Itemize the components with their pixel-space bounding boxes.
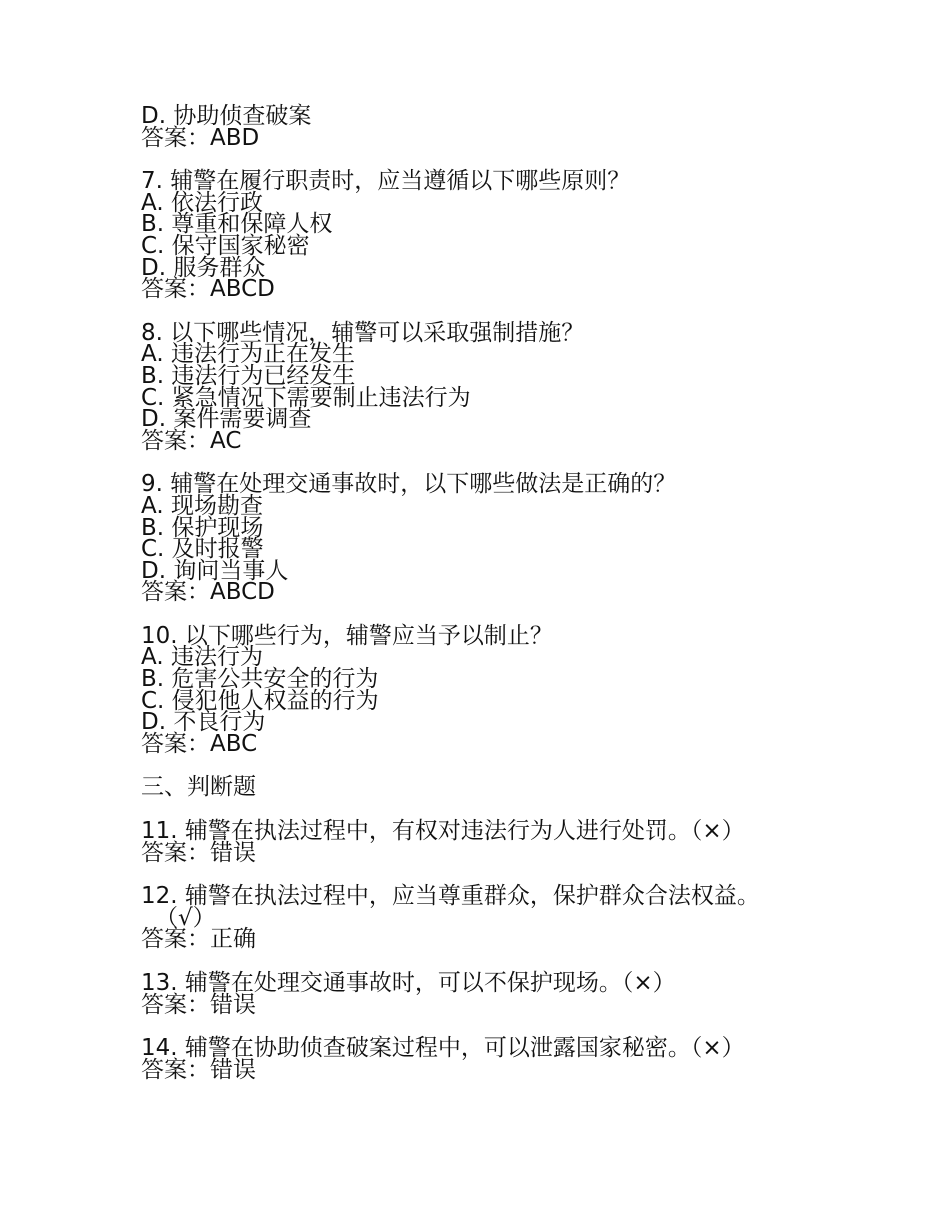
answer-line: 答案：ABD bbox=[141, 124, 260, 151]
option-line: B. 危害公共安全的行为 bbox=[141, 666, 379, 693]
question-line: 8. 以下哪些情况，辅警可以采取强制措施？ bbox=[141, 319, 585, 346]
answer-line: 答案：错误 bbox=[141, 839, 256, 866]
answer-line: 答案：ABCD bbox=[141, 276, 275, 303]
option-line: C. 保守国家秘密 bbox=[141, 232, 310, 259]
question-line: 13. 辅警在处理交通事故时，可以不保护现场。（×） bbox=[141, 970, 676, 996]
option-line: A. 现场勘查 bbox=[141, 492, 263, 519]
answer-line: 答案：ABCD bbox=[141, 579, 275, 606]
option-line: B. 违法行为已经发生 bbox=[141, 362, 356, 389]
option-line: D. 不良行为 bbox=[141, 709, 266, 736]
answer-line: 答案：错误 bbox=[141, 991, 256, 1018]
section-heading: 三、判断题 bbox=[141, 774, 256, 801]
option-line: B. 保护现场 bbox=[141, 514, 264, 541]
question-continuation: （√） bbox=[155, 904, 216, 931]
option-line: D. 服务群众 bbox=[141, 254, 266, 281]
question-line: 9. 辅警在处理交通事故时，以下哪些做法是正确的？ bbox=[141, 471, 677, 498]
question-line: 10. 以下哪些行为，辅警应当予以制止？ bbox=[141, 622, 553, 649]
question-line: 7. 辅警在履行职责时，应当遵循以下哪些原则？ bbox=[141, 168, 631, 195]
answer-line: 答案：正确 bbox=[141, 926, 256, 953]
question-line: 11. 辅警在执法过程中，有权对违法行为人进行处罚。（×） bbox=[141, 818, 745, 845]
option-line: C. 紧急情况下需要制止违法行为 bbox=[141, 384, 471, 411]
answer-line: 答案：ABC bbox=[141, 730, 258, 757]
question-line: 12. 辅警在执法过程中，应当尊重群众，保护群众合法权益。 bbox=[141, 883, 760, 910]
option-line: D. 询问当事人 bbox=[141, 557, 289, 584]
document-page bbox=[141, 103, 821, 1083]
option-line: D. 案件需要调查 bbox=[141, 406, 312, 433]
answer-line: 答案：AC bbox=[141, 427, 242, 454]
option-line: A. 违法行为正在发生 bbox=[141, 341, 355, 368]
option-line: A. 依法行政 bbox=[141, 189, 263, 216]
option-line: C. 侵犯他人权益的行为 bbox=[141, 687, 379, 714]
option-line: C. 及时报警 bbox=[141, 536, 264, 563]
option-line: B. 尊重和保障人权 bbox=[141, 211, 333, 238]
option-line: A. 违法行为 bbox=[141, 644, 263, 671]
question-line: 14. 辅警在协助侦查破案过程中，可以泄露国家秘密。（×） bbox=[141, 1035, 745, 1062]
answer-line: 答案：错误 bbox=[141, 1056, 256, 1083]
option-line: D. 协助侦查破案 bbox=[141, 103, 312, 129]
